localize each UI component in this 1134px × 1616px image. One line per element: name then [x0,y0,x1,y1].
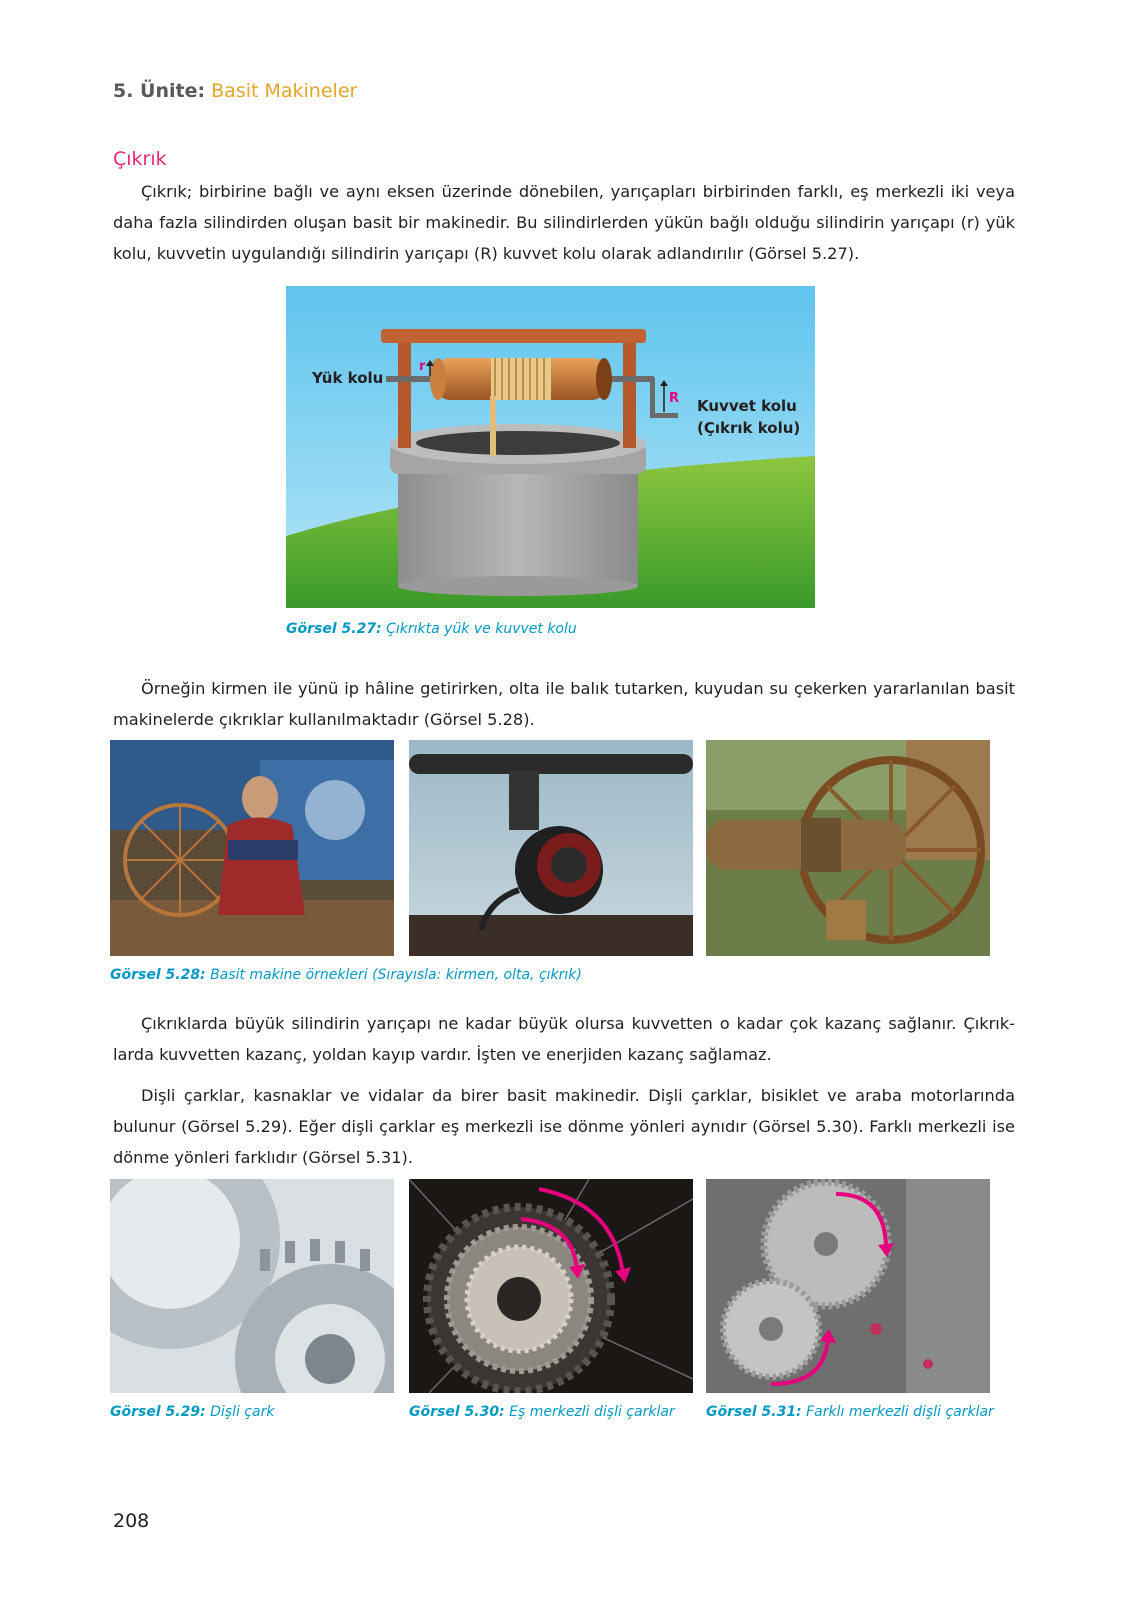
force-arm-label: Kuvvet kolu [697,397,797,415]
caption-5-31-number: Görsel 5.31: [706,1404,802,1420]
caption-5-28-number: Görsel 5.28: [110,967,206,983]
page-number: 208 [113,1510,150,1532]
paragraph-3-text: Çıkrıklarda büyük silindirin yarıçapı ne kadar büyük olursa kuvvetten o kadar çok kazanç sağlanır. Çıkrık-larda kuvvetten kazanç, yoldan kayıp vardır. İşten ve enerjiden kazanç sağlamaz. [113,1014,1015,1064]
paragraph-4-text: Dişli çarklar, kasnaklar ve vidalar da birer basit makinedir. Dişli çarklar, bisiklet ve araba motorlarında bulunur (Görsel 5.29). Eğer dişli çarklar eş merkezli ise dönme yönleri aynıdır (Görsel 5.30). Farklı merkezli ise dönme yönleri farklıdır (Görsel 5.31). [113,1086,1015,1167]
spinning-wheel-photo [110,740,394,956]
unit-header [113,80,357,102]
caption-5-29-number: Görsel 5.29: [110,1404,206,1420]
R-label: R [669,391,680,406]
section-title: Çıkrık [113,148,167,170]
well-wheel-photo [706,740,990,956]
paragraph-1-text: Çıkrık; birbirine bağlı ve aynı eksen üzerinde dönebilen, yarıçapları birbirinden farklı, eş merkezli iki veya daha fazla silindirden oluşan basit bir makinedir. Bu silindirlerden yükün bağlı olduğu silindirin yarıçapı (r) yük kolu, kuvvetin uygulandığı silindirin yarıçapı (R) kuvvet kolu olarak adlandırılır (Görsel 5.27). [113,182,1015,263]
bicycle-cassette-photo [409,1179,693,1393]
caption-5-27-number: Görsel 5.27: [286,621,382,637]
unit-number: 5. Ünite: [113,80,206,102]
caption-5-30-number: Görsel 5.30: [409,1404,505,1420]
caption-5-27 [286,621,577,637]
paragraph-2-text: Örneğin kirmen ile yünü ip hâline getirirken, olta ile balık tutarken, kuyudan su çekerken yararlanılan basit makinelerde çıkrıklar kullanılmaktadır (Görsel 5.28). [113,679,1015,729]
unit-title: Basit Makineler [211,80,358,102]
paragraph-3 [113,1008,1015,1070]
caption-5-28-text: Basit makine örnekleri (Sırayısla: kirmen, olta, çıkrık) [210,967,582,983]
well-diagram [286,286,815,608]
caption-5-30-text: Eş merkezli dişli çarklar [509,1404,675,1420]
caption-5-27-text: Çıkrıkta yük ve kuvvet kolu [386,621,577,637]
force-arm-alt-label: (Çıkrık kolu) [697,419,801,437]
caption-5-30 [409,1404,675,1420]
caption-5-28 [110,967,582,983]
caption-5-29-text: Dişli çark [210,1404,275,1420]
paragraph-2 [113,673,1015,735]
watch-gears-photo [706,1179,990,1393]
load-arm-label: Yük kolu [312,369,384,387]
gear-photo [110,1179,394,1393]
caption-5-31-text: Farklı merkezli dişli çarklar [806,1404,994,1420]
caption-5-31 [706,1404,994,1420]
r-label: r [419,359,426,374]
paragraph-4 [113,1080,1015,1173]
paragraph-1 [113,176,1015,269]
fishing-reel-photo [409,740,693,956]
caption-5-29 [110,1404,274,1420]
